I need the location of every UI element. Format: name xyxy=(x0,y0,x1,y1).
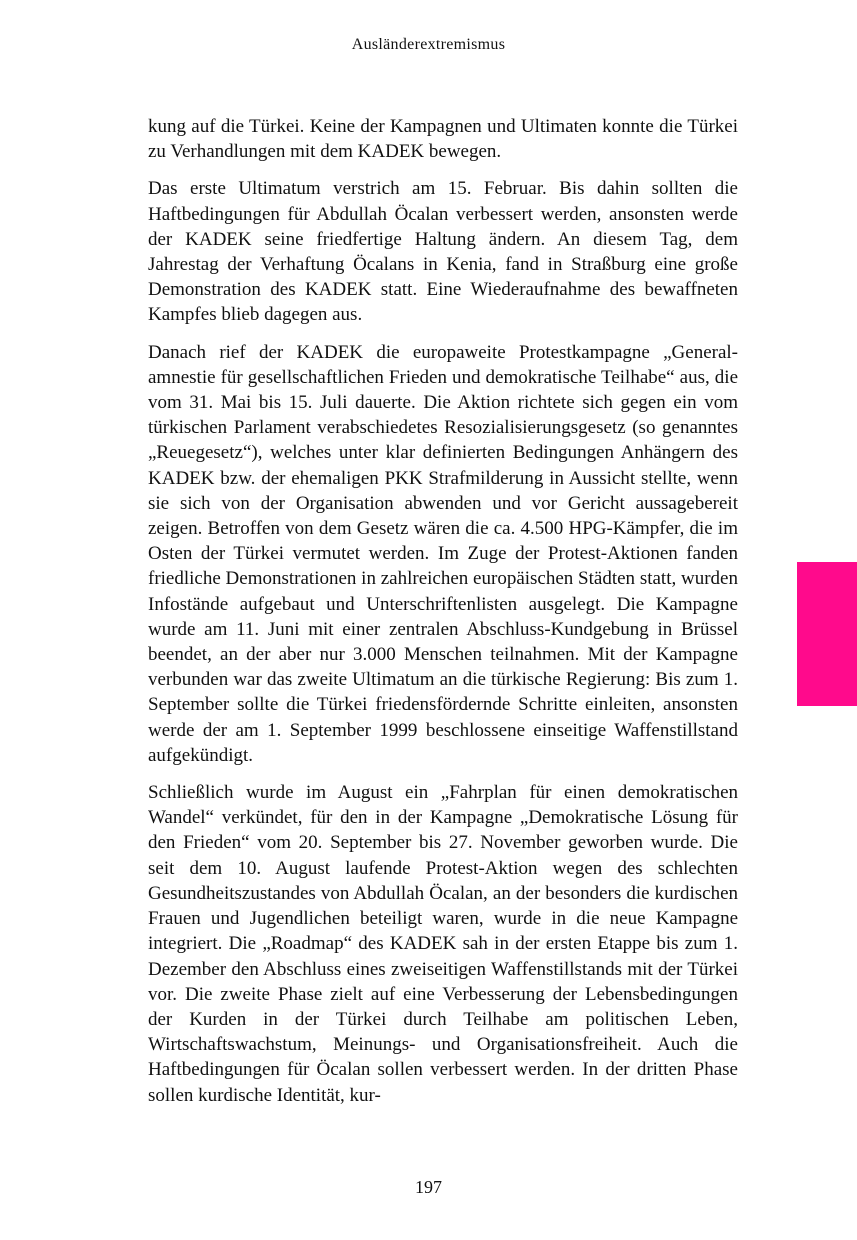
body-text xyxy=(148,114,738,1120)
paragraph-4: Schließlich wurde im August ein „Fahrplan für einen demokratischen Wandel“ verkündet, für den in der Kampagne „Demokratische Lösung für den Frieden“ vom 20. September bis 27. November geworben wurde. Die seit dem 10. August laufende Protest-Aktion wegen des schlechten Gesundheitszustandes von Abdullah Öcalan, an der besonders die kurdischen Frauen und Jugendlichen beteiligt waren, wurde in die neue Kampagne integriert. Die „Roadmap“ des KADEK sah in der ersten Etappe bis zum 1. Dezember den Abschluss eines zweiseitigen Waffenstillstands mit der Türkei vor. Die zweite Phase zielt auf eine Verbesserung der Lebensbedingungen der Kurden in der Türkei durch Teilhabe am politischen Leben, Wirtschaftswachstum, Meinungs- und Organisationsfreiheit. Auch die Haftbedingungen für Öcalan sollen verbessert werden. In der dritten Phase sollen kurdische Identität, kur- xyxy=(148,782,738,1106)
paragraph-1: kung auf die Türkei. Keine der Kampagnen und Ultimaten konnte die Türkei zu Verhandlungen mit dem KADEK bewegen. xyxy=(148,116,738,163)
chapter-thumb-tab xyxy=(797,562,857,706)
paragraph-3: Danach rief der KADEK die europaweite Protestkampagne „Generalamnestie für gesellschaftlichen Frieden und demokratische Teilhabe“ aus, die vom 31. Mai bis 15. Juli dauerte. Die Aktion richtete sich gegen ein vom türkischen Parlament verabschiedetes Resozialisierungsgesetz (so genanntes „Reuegesetz“), welches unter klar definierten Bedingungen Anhängern des KADEK bzw. der ehemaligen PKK Strafmilderung in Aussicht stellte, wenn sie sich von der Organisation abwenden und vor Gericht aussagebereit zeigen. Betroffen von dem Gesetz wären die ca. 4.500 HPG-Kämpfer, die im Osten der Türkei vermutet werden. Im Zuge der Protest-Aktionen fanden friedliche Demonstrationen in zahlreichen europäischen Städten statt, wurden Infostände aufgebaut und Unterschriftenlisten ausgelegt. Die Kampagne wurde am 11. Juni mit einer zentralen Abschluss-Kundgebung in Brüssel beendet, an der aber nur 3.000 Menschen teilnahmen. Mit der Kampagne verbunden war das zweite Ultimatum an die türkische Regierung: Bis zum 1. September sollte die Türkei friedensfördernde Schritte einleiten, ansonsten werde der am 1. September 1999 beschlossene einseitige Waffenstillstand aufgekündigt. xyxy=(148,341,738,766)
paragraph-2: Das erste Ultimatum verstrich am 15. Februar. Bis dahin sollten die Haftbedingungen für Abdullah Öcalan verbessert werden, ansonsten werde der KADEK seine friedfertige Haltung ändern. An diesem Tag, dem Jahrestag der Verhaftung Öcalans in Kenia, fand in Straßburg eine große Demonstration des KADEK statt. Eine Wiederaufnahme des bewaffneten Kampfes blieb dagegen aus. xyxy=(148,178,738,326)
running-head-title: Ausländerextremismus xyxy=(351,36,506,53)
page-number: 197 xyxy=(415,1177,442,1197)
